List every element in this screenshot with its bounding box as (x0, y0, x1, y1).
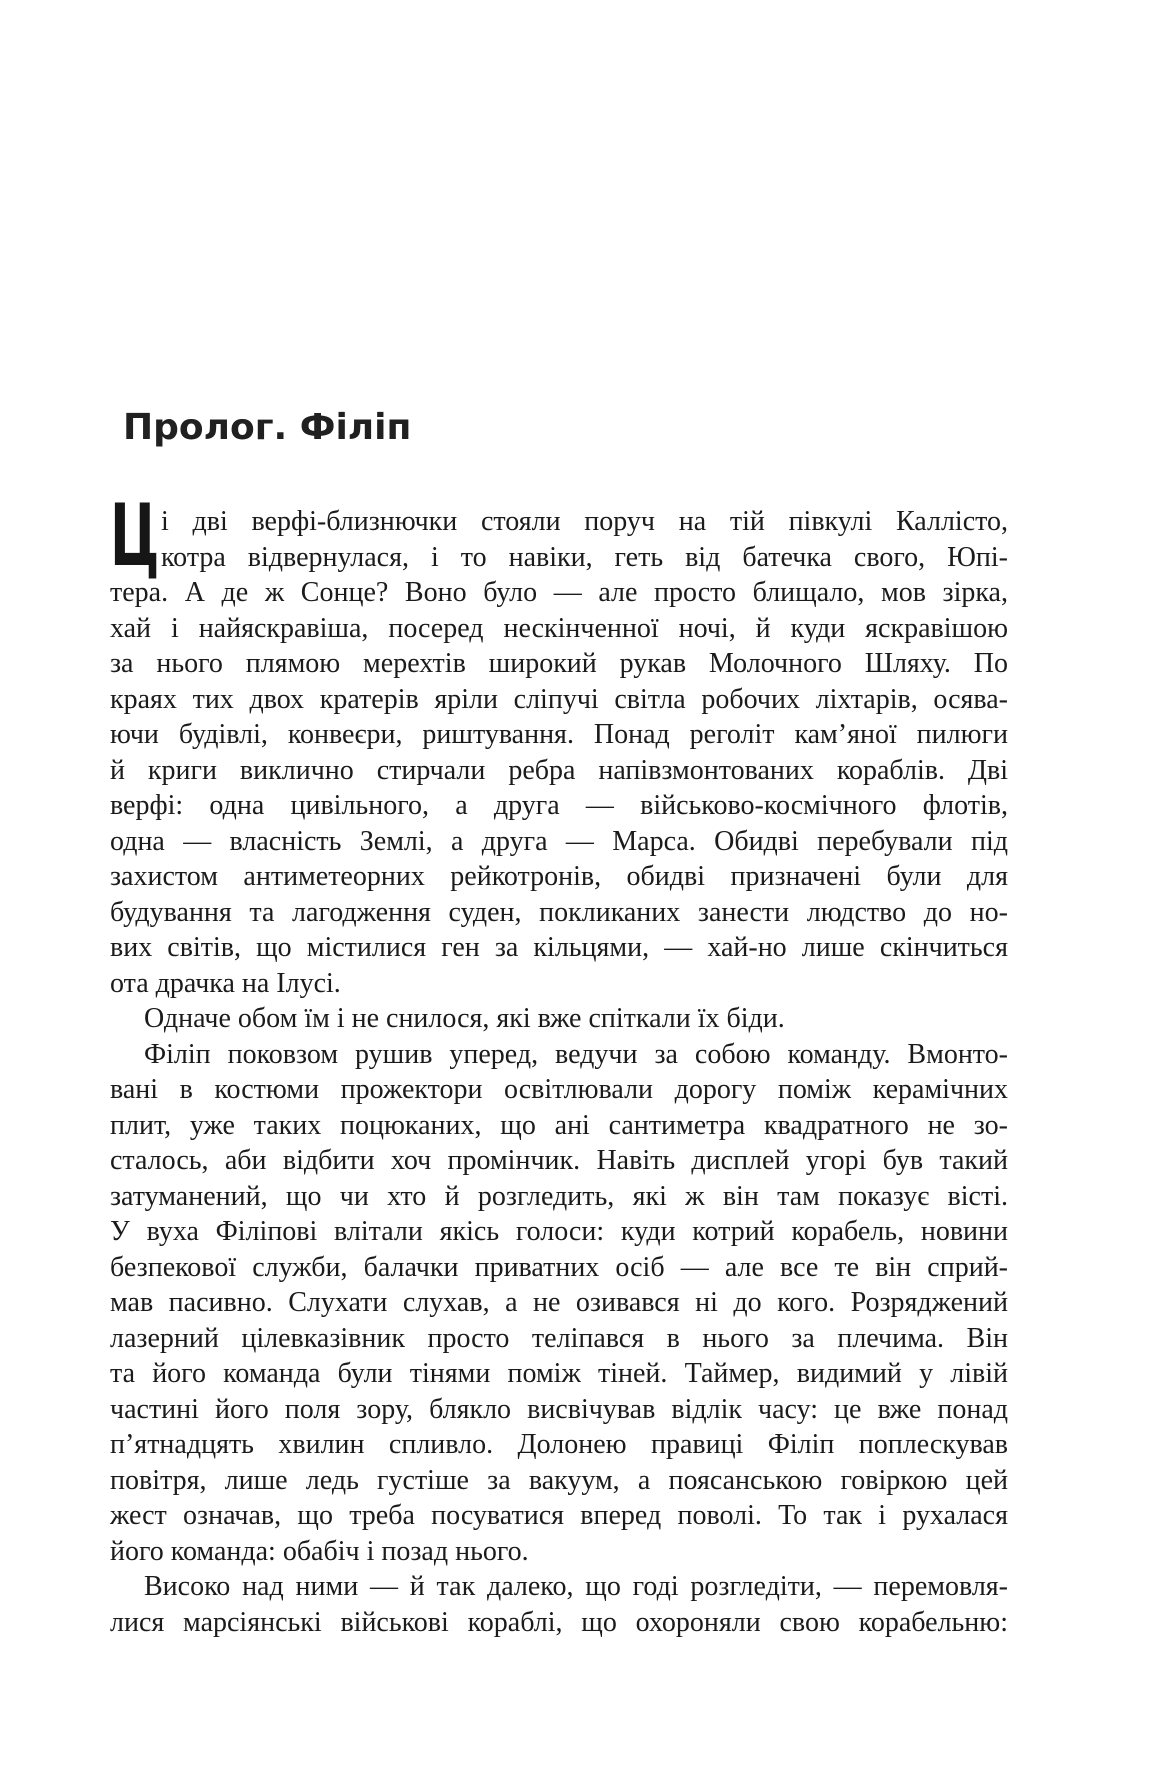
text-line: повітря, лише ледь густіше за вакуум, а поясанською говіркою цей (110, 1464, 1008, 1496)
text-line: та його команда були тінями поміж тіней. Таймер, видимий у лівій (110, 1358, 1008, 1389)
chapter-heading: Пролог. Філіп (123, 407, 412, 449)
text-line: вані в костюми прожектори освітлювали дорогу поміж керамічних (110, 1074, 1008, 1105)
text-line: Філіп поковзом рушив уперед, ведучи за собою команду. Вмонто- (144, 1038, 1008, 1070)
text-line: ота драчка на Ілусі. (110, 967, 341, 999)
text-line: й криги виклично стирчали ребра напівзмонтованих кораблів. Дві (110, 754, 1008, 786)
text-line: Високо над ними — й так далеко, що годі розгледіти, — перемовля- (144, 1571, 1008, 1602)
text-line: ючи будівлі, конвеєри, риштування. Понад реголіт кам’яної пилюги (110, 719, 1008, 750)
text-line: мав пасивно. Слухати слухав, а не озивався ні до кого. Розряджений (110, 1287, 1008, 1318)
text-line: У вуха Філіпові влітали якісь голоси: куди котрий корабель, новини (110, 1216, 1008, 1247)
text-line: за нього плямою мерехтів широкий рукав Молочного Шляху. По (110, 648, 1008, 679)
body-text-column (110, 486, 1008, 1640)
paragraph-3 (110, 1037, 1008, 1570)
text-line: будування та лагодження суден, покликаних занести людство до но- (110, 896, 1008, 928)
text-line: лися марсіянські військові кораблі, що охороняли свою корабельню: (110, 1606, 1008, 1638)
paragraph-4 (110, 1569, 1008, 1640)
text-line: лазерний цілевказівник просто теліпався в нього за плечима. Він (110, 1322, 1008, 1354)
text-line: тера. А де ж Сонце? Воно було — але просто блищало, мов зірка, (110, 577, 1008, 608)
paragraph-2 (110, 1001, 1008, 1037)
text-line: краях тих двох кратерів яріли сліпучі світла робочих ліхтарів, осява- (110, 683, 1008, 715)
text-line: безпекової служби, балачки приватних осіб — але все те він сприй- (110, 1251, 1008, 1283)
text-line: частині його поля зору, блякло висвічував відлік часу: це вже понад (110, 1393, 1008, 1425)
text-line: вих світів, що містилися ген за кільцями, — хай-но лише скінчиться (110, 932, 1008, 963)
text-line: верфі: одна цивільного, а друга — військово-космічного флотів, (110, 790, 1008, 821)
text-line: котра відвернулася, і то навіки, геть від батечка свого, Юпі- (161, 541, 1008, 573)
text-line: затуманений, що чи хто й розгледить, які ж він там показує вісті. (110, 1180, 1008, 1212)
text-line: його команда: обабіч і позад нього. (110, 1535, 529, 1567)
drop-cap-letter: Ц (110, 486, 160, 586)
text-line: сталось, аби відбити хоч промінчик. Навіть дисплей угорі був такий (110, 1145, 1008, 1176)
text-line: жест означав, що треба посуватися вперед поволі. То так і рухалася (110, 1500, 1008, 1531)
text-line: хай і найяскравіша, посеред нескінченної ночі, й куди яскравішою (110, 612, 1008, 644)
text-line: плит, уже таких поцюканих, що ані сантиметра квадратного не зо- (110, 1109, 1008, 1141)
text-line: п’ятнадцять хвилин спливло. Долонею правиці Філіп поплескував (110, 1429, 1008, 1460)
text-line: захистом антиметеорних рейкотронів, обидві призначені були для (110, 861, 1008, 892)
drop-cap (110, 486, 160, 586)
paragraph-1 (110, 486, 1008, 1001)
text-line: одна — власність Землі, а друга — Марса. Обидві перебували під (110, 825, 1008, 857)
text-line: Одначе обом їм і не снилося, які вже спіткали їх біди. (144, 1003, 785, 1034)
text-line: і дві верфі-близнючки стояли поруч на тій півкулі Каллісто, (161, 506, 1008, 537)
